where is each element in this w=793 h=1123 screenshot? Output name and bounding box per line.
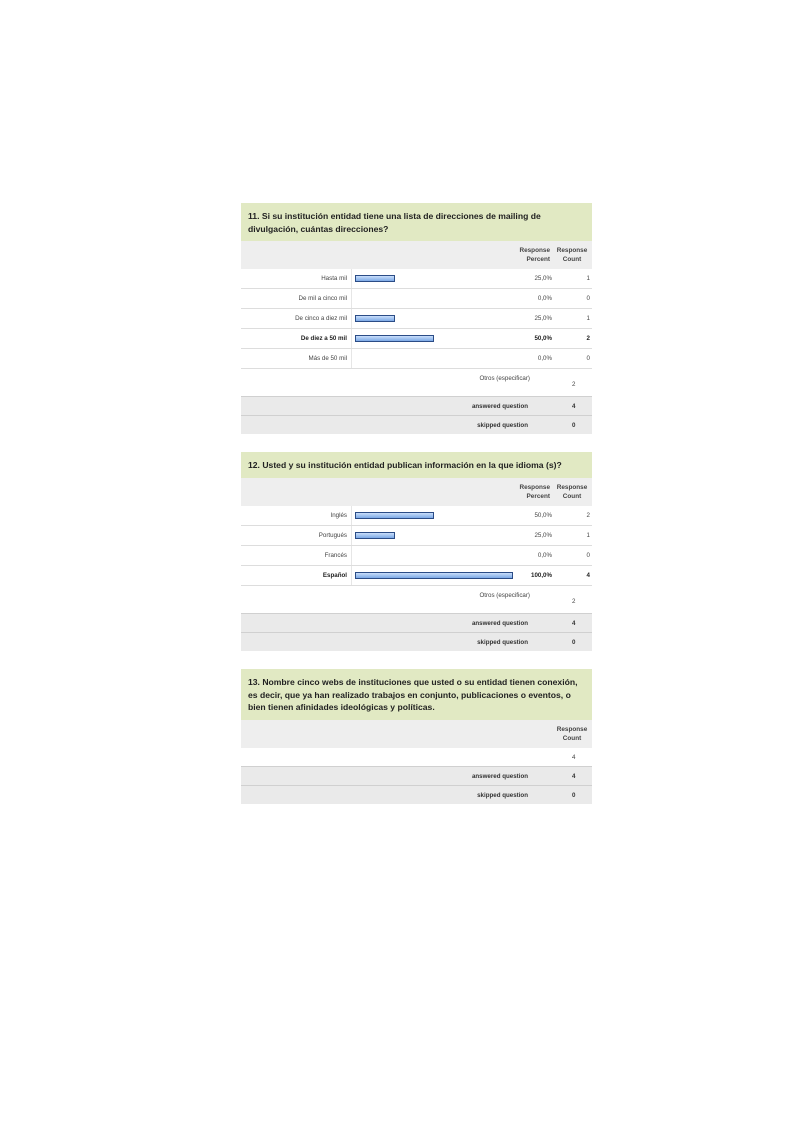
- answered-question-row: [241, 396, 592, 415]
- skipped-question-label: skipped question: [477, 421, 528, 429]
- question-12-header: [241, 478, 592, 506]
- answer-count: 2: [586, 335, 590, 342]
- answer-bar: [355, 275, 395, 282]
- answered-question-count: 4: [572, 772, 576, 780]
- answer-bar-cell: [351, 269, 517, 288]
- question-11-block: [241, 203, 592, 434]
- answer-bar: [355, 512, 434, 519]
- answer-row: [241, 566, 592, 586]
- answer-count: 2: [586, 512, 590, 519]
- answer-bar-cell: [351, 329, 517, 348]
- response-count-header: Response Count: [556, 484, 588, 500]
- response-percent-header: Response Percent: [519, 484, 550, 500]
- answer-count: 0: [586, 295, 590, 302]
- skipped-question-count: 0: [572, 638, 576, 646]
- question-12-rows: [241, 506, 592, 586]
- answer-bar: [355, 532, 395, 539]
- answer-label: Francés: [324, 552, 347, 559]
- answer-row: [241, 349, 592, 369]
- answer-label: Portugués: [318, 532, 347, 539]
- answer-row: [241, 506, 592, 526]
- other-specify-count: 2: [572, 598, 576, 605]
- question-11-rows: [241, 269, 592, 369]
- response-percent-header: Response Percent: [519, 247, 550, 263]
- answer-count: 1: [586, 532, 590, 539]
- skipped-question-label: skipped question: [477, 638, 528, 646]
- answer-percent: 50,0%: [534, 512, 552, 519]
- answer-percent: 0,0%: [537, 552, 552, 559]
- answered-question-row: [241, 766, 592, 785]
- skipped-question-row: [241, 632, 592, 651]
- answer-bar-cell: [351, 566, 517, 585]
- other-specify-label: Otros (especificar): [479, 592, 530, 599]
- question-11-title: 11. Si su institución entidad tiene una lista de direcciones de mailing de divulgación, cuántas direcciones?: [241, 203, 592, 241]
- skipped-question-count: 0: [572, 791, 576, 799]
- answer-bar-cell: [351, 526, 517, 545]
- question-12-block: [241, 452, 592, 651]
- response-count-header: Response Count: [556, 726, 588, 742]
- answered-question-count: 4: [572, 402, 576, 410]
- answer-label: Más de 50 mil: [308, 355, 347, 362]
- answer-label: Español: [322, 572, 347, 579]
- answer-percent: 50,0%: [534, 335, 552, 342]
- answer-label: Hasta mil: [321, 275, 347, 282]
- answer-percent: 25,0%: [534, 275, 552, 282]
- answer-percent: 0,0%: [537, 355, 552, 362]
- answered-question-count: 4: [572, 619, 576, 627]
- other-specify-label: Otros (especificar): [479, 375, 530, 382]
- answer-label: De mil a cinco mil: [298, 295, 347, 302]
- answer-bar-cell: [351, 309, 517, 328]
- other-specify-count: 2: [572, 381, 576, 388]
- answered-question-label: answered question: [471, 402, 528, 410]
- answer-percent: 25,0%: [534, 315, 552, 322]
- answer-bar-cell: [351, 546, 517, 565]
- answered-question-label: answered question: [471, 772, 528, 780]
- answer-bar-cell: [351, 349, 517, 368]
- answer-bar: [355, 315, 395, 322]
- answered-question-label: answered question: [471, 619, 528, 627]
- answer-percent: 25,0%: [534, 532, 552, 539]
- question-12-title: 12. Usted y su institución entidad publican información en la que idioma (s)?: [241, 452, 592, 478]
- answer-label: De cinco a diez mil: [295, 315, 347, 322]
- other-specify-row: [241, 586, 592, 613]
- skipped-question-label: skipped question: [477, 791, 528, 799]
- skipped-question-row: [241, 785, 592, 804]
- answer-bar: [355, 335, 434, 342]
- response-count-row: [241, 748, 592, 766]
- answer-row: [241, 269, 592, 289]
- response-count-header: Response Count: [556, 247, 588, 263]
- answer-count: 1: [586, 275, 590, 282]
- response-count-value: 4: [572, 753, 576, 761]
- answer-bar-cell: [351, 289, 517, 308]
- answer-count: 1: [586, 315, 590, 322]
- answer-count: 4: [586, 572, 590, 579]
- answer-label: Inglés: [330, 512, 347, 519]
- answer-percent: 0,0%: [537, 295, 552, 302]
- answer-percent: 100,0%: [531, 572, 552, 579]
- answer-count: 0: [586, 355, 590, 362]
- question-11-header: [241, 241, 592, 269]
- skipped-question-count: 0: [572, 421, 576, 429]
- question-13-header: [241, 720, 592, 748]
- answer-bar-cell: [351, 506, 517, 525]
- answer-row: [241, 309, 592, 329]
- answer-row: [241, 329, 592, 349]
- answer-row: [241, 289, 592, 309]
- skipped-question-row: [241, 415, 592, 434]
- answer-bar: [355, 572, 513, 579]
- answer-row: [241, 546, 592, 566]
- question-13-title: 13. Nombre cinco webs de instituciones que usted o su entidad tienen conexión, es decir, que ya han realizado trabajos en conjunto, publicaciones o eventos, o bien tienen afinidades ideológicas y políticas.: [241, 669, 592, 720]
- answered-question-row: [241, 613, 592, 632]
- answer-row: [241, 526, 592, 546]
- other-specify-row: [241, 369, 592, 396]
- answer-label: De diez a 50 mil: [300, 335, 347, 342]
- answer-count: 0: [586, 552, 590, 559]
- question-13-block: [241, 669, 592, 804]
